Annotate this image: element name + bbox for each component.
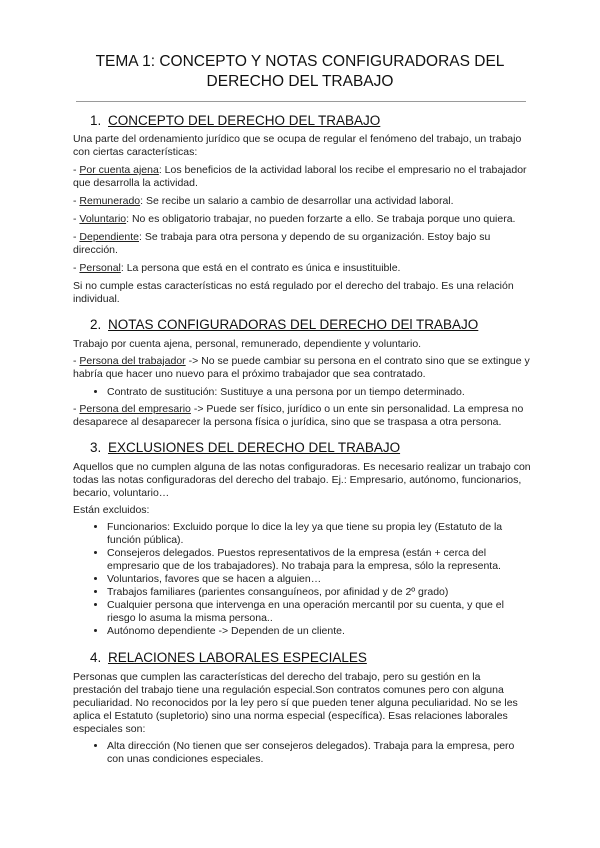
note-item-employer: - Persona del empresario -> Puede ser físico, jurídico o un ente sin personalidad. La empresa no desaparece al desaparecer la persona física o jurídica, sino que se traspasa a otra persona.	[73, 403, 524, 428]
note-term-worker: Persona del trabajador	[79, 355, 186, 367]
section-3-intro: Aquellos que no cumplen alguna de las notas configuradoras. Es necesario realizar un trabajo con todas las notas configuradoras del derecho del trabajo. Ej.: Empresario, autónomo, funcionarios, becario, voluntario…	[73, 461, 531, 499]
characteristic-text: : Se recibe un salario a cambio de desarrollar una actividad laboral.	[140, 195, 454, 207]
characteristic-term: Voluntario	[79, 213, 127, 225]
list-item: • Trabajos familiares (parientes consanguíneos, por afinidad y de 2º grado)	[107, 586, 531, 599]
section-2-intro: Trabajo por cuenta ajena, personal, remunerado, dependiente y voluntario.	[73, 338, 422, 350]
note-text-worker: -> No se puede cambiar su persona en el contrato sino que se extingue y habría que hacer uno nuevo para el próximo trabajador que sea contratado.	[73, 355, 530, 380]
list-item: • Alta dirección (No tienen que ser consejeros delegados). Trabaja para la empresa, pero con unas condiciones especiales.	[107, 740, 531, 766]
characteristic-term: Personal	[79, 262, 121, 274]
section-3-title: EXCLUSIONES DEL DERECHO DEL TRABAJO	[108, 440, 401, 455]
list-item: • Funcionarios: Excluido porque lo dice la ley ya que tiene su propia ley (Estatuto de la función pública).	[107, 521, 531, 547]
section-1-title: CONCEPTO DEL DERECHO DEL TRABAJO	[108, 113, 381, 128]
section-4-title: RELACIONES LABORALES ESPECIALES	[108, 650, 367, 665]
list-item: • Cualquier persona que intervenga en una operación mercantil por su cuenta, y que el riesgo lo asuma la misma persona..	[107, 599, 531, 625]
section-1-closing: Si no cumple estas características no está regulado por el derecho del trabajo. Es una relación individual.	[73, 280, 514, 305]
characteristic-item: - Remunerado: Se recibe un salario a cambio de desarrollar una actividad laboral.	[73, 195, 454, 207]
substitution-list	[73, 386, 531, 399]
exclusions-list	[73, 521, 531, 638]
section-1-heading	[73, 112, 531, 130]
section-2-title: NOTAS CONFIGURADORAS DEL DERECHO DEl TRABAJO	[108, 317, 479, 332]
section-2-heading	[73, 316, 531, 334]
characteristic-term: Remunerado	[79, 195, 141, 207]
characteristic-text: : Los beneficios de la actividad laboral los recibe el empresario no el trabajador que desarrolla la actividad.	[73, 164, 527, 189]
characteristic-term: Dependiente	[79, 231, 139, 243]
note-text-employer: -> Puede ser físico, jurídico o un ente sin personalidad. La empresa no desaparece al desaparecer la persona física o jurídica, sino que se traspasa a otra persona.	[73, 403, 524, 428]
characteristic-term: Por cuenta ajena	[79, 164, 159, 176]
section-4-heading	[73, 649, 531, 667]
characteristic-item: - Dependiente: Se trabaja para otra persona y dependo de su organización. Estoy bajo su dirección.	[73, 231, 491, 256]
list-item: • Autónomo dependiente -> Dependen de un cliente.	[107, 625, 531, 638]
characteristic-item: - Voluntario: No es obligatorio trabajar, no pueden forzarte a ello. Se trabaja porque uno quiera.	[73, 213, 516, 225]
list-item: • Contrato de sustitución: Sustituye a una persona por un tiempo determinado.	[107, 386, 531, 399]
exclusions-label: Están excluidos:	[73, 504, 150, 516]
list-item: • Voluntarios, favores que se hacen a alguien…	[107, 573, 531, 586]
special-relations-list	[73, 740, 531, 766]
characteristic-text: : La persona que está en el contrato es única e insustituible.	[120, 262, 401, 274]
page-title: TEMA 1: CONCEPTO Y NOTAS CONFIGURADORAS DEL DERECHO DEL TRABAJO	[95, 53, 505, 90]
section-1-number: 1.	[90, 113, 102, 128]
section-3-number: 3.	[90, 440, 102, 455]
section-4-number: 4.	[90, 650, 102, 665]
list-item: • Consejeros delegados. Puestos representativos de la empresa (están + cerca del empresario que de los trabajadores). No trabaja para la empresa, sólo la representa.	[107, 547, 531, 573]
note-item-worker: - Persona del trabajador -> No se puede cambiar su persona en el contrato sino que se extingue y habría que hacer uno nuevo para el próximo trabajador que sea contratado.	[73, 355, 530, 380]
title-divider	[76, 101, 526, 102]
document-body	[73, 112, 531, 766]
characteristic-item: - Por cuenta ajena: Los beneficios de la actividad laboral los recibe el empresario no el trabajador que desarrolla la actividad.	[73, 164, 527, 189]
characteristic-text: : Se trabaja para otra persona y dependo de su organización. Estoy bajo su dirección.	[73, 231, 491, 256]
section-4-intro: Personas que cumplen las características del derecho del trabajo, pero su gestión en la prestación del trabajo tiene una regulación especial.Son contratos comunes pero con alguna peculiaridad. No reconocidos por la ley pero sí que pueden tener alguna peculiaridad. No se les aplica el Estatuto (supletorio) sino una norma especial (específica). Esas relaciones laborales especiales son:	[73, 671, 518, 735]
section-3-heading	[73, 439, 531, 457]
characteristic-item: - Personal: La persona que está en el contrato es única e insustituible.	[73, 262, 401, 274]
section-2-number: 2.	[90, 317, 102, 332]
note-term-employer: Persona del empresario	[79, 403, 191, 415]
characteristic-text: : No es obligatorio trabajar, no pueden forzarte a ello. Se trabaja porque uno quiera.	[126, 213, 516, 225]
section-1-intro: Una parte del ordenamiento jurídico que se ocupa de regular el fenómeno del trabajo, un trabajo con ciertas características:	[73, 133, 522, 158]
